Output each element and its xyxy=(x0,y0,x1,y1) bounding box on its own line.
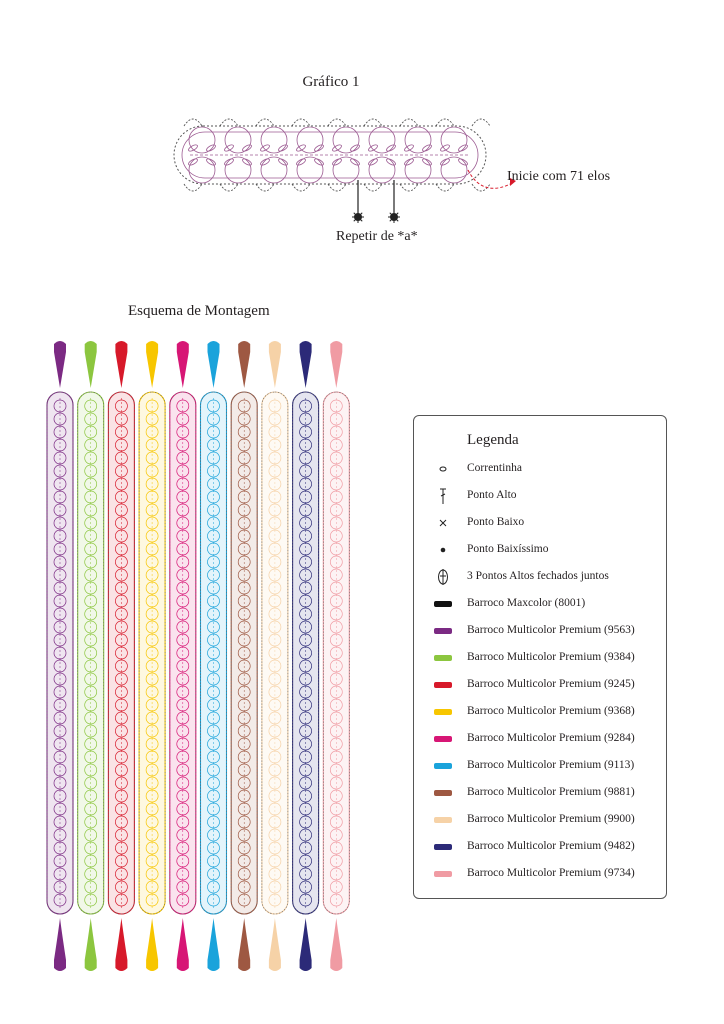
tassel-bottom xyxy=(115,918,127,971)
legend-row xyxy=(414,675,666,695)
color-swatch-icon xyxy=(434,702,452,722)
legend-row xyxy=(414,864,666,884)
slip-stitch-icon xyxy=(434,540,452,560)
legend-row xyxy=(414,567,666,587)
tassel-bottom xyxy=(269,918,281,971)
cluster-icon xyxy=(434,567,452,587)
legend-row xyxy=(414,621,666,641)
strip-9113 xyxy=(201,341,227,971)
tassel-bottom xyxy=(300,918,312,971)
assembly-title: Esquema de Montagem xyxy=(128,303,270,319)
legend-label: Ponto Baixo xyxy=(467,516,525,528)
chart1-start-label: Inicie com 71 elos xyxy=(507,169,611,184)
tassel-top xyxy=(115,341,127,388)
tassel-bottom xyxy=(146,918,158,971)
legend-row xyxy=(414,702,666,722)
legend-label: Correntinha xyxy=(467,462,522,474)
chart1-diagram xyxy=(160,108,530,226)
legend-label: Barroco Multicolor Premium (9113) xyxy=(467,759,635,771)
repeat-marker xyxy=(352,180,364,223)
legend-row xyxy=(414,648,666,668)
strip-9384 xyxy=(78,341,104,971)
double-crochet-icon xyxy=(434,486,452,506)
single-crochet-icon xyxy=(434,513,452,533)
strip-9482 xyxy=(293,341,319,971)
tassel-top xyxy=(85,341,97,388)
tassel-top xyxy=(269,341,281,388)
tassel-top xyxy=(54,341,66,388)
tassel-top xyxy=(330,341,342,388)
strip-9881 xyxy=(231,341,257,971)
legend-title: Legenda xyxy=(467,432,519,448)
legend-label: Barroco Multicolor Premium (9734) xyxy=(467,867,635,879)
strip-9900 xyxy=(262,341,288,971)
legend-row xyxy=(414,783,666,803)
chain-stitch-icon xyxy=(434,459,452,479)
legend-label: Barroco Multicolor Premium (9384) xyxy=(467,651,635,663)
legend-label: Barroco Multicolor Premium (9482) xyxy=(467,840,635,852)
legend-row xyxy=(414,756,666,776)
legend-row xyxy=(414,810,666,830)
tassel-bottom xyxy=(330,918,342,971)
tassel-top xyxy=(300,341,312,388)
tassel-bottom xyxy=(238,918,250,971)
tassel-top xyxy=(177,341,189,388)
chart1-strip xyxy=(174,119,490,191)
color-swatch-icon xyxy=(434,729,452,749)
strip-9284 xyxy=(170,341,196,971)
chart1-title: Gráfico 1 xyxy=(302,74,360,90)
legend-label: Barroco Multicolor Premium (9284) xyxy=(467,732,635,744)
legend-label: Barroco Multicolor Premium (9881) xyxy=(467,786,635,798)
strip-9563 xyxy=(47,341,73,971)
legend-row xyxy=(414,837,666,857)
legend-row xyxy=(414,459,666,479)
legend-row xyxy=(414,486,666,506)
chart1-motif xyxy=(440,127,469,183)
color-swatch-icon xyxy=(434,837,452,857)
legend-row xyxy=(414,513,666,533)
color-swatch-icon xyxy=(434,648,452,668)
legend-label: 3 Pontos Altos fechados juntos xyxy=(467,570,609,582)
chart1-repeat-label: Repetir de *a* xyxy=(336,229,418,244)
tassel-bottom xyxy=(208,918,220,971)
legend-row xyxy=(414,594,666,614)
color-swatch-icon xyxy=(434,675,452,695)
color-swatch-icon xyxy=(434,864,452,884)
tassel-bottom xyxy=(85,918,97,971)
strip-9245 xyxy=(108,341,134,971)
legend-label: Barroco Multicolor Premium (9245) xyxy=(467,678,635,690)
legend-label: Barroco Multicolor Premium (9563) xyxy=(467,624,635,636)
tassel-top xyxy=(208,341,220,388)
assembly-diagram xyxy=(40,338,370,978)
legend-label: Ponto Baixíssimo xyxy=(467,543,549,555)
legend-row xyxy=(414,729,666,749)
color-swatch-icon xyxy=(434,621,452,641)
tassel-bottom xyxy=(54,918,66,971)
legend-label: Barroco Maxcolor (8001) xyxy=(467,597,586,609)
legend-label: Barroco Multicolor Premium (9368) xyxy=(467,705,635,717)
color-swatch-icon xyxy=(434,810,452,830)
strip-9734 xyxy=(323,341,349,971)
color-swatch-icon xyxy=(434,594,452,614)
tassel-bottom xyxy=(177,918,189,971)
color-swatch-icon xyxy=(434,783,452,803)
repeat-marker xyxy=(388,180,400,223)
chart1-motif xyxy=(260,127,289,183)
legend-panel xyxy=(413,415,667,899)
legend-row xyxy=(414,540,666,560)
legend-label: Ponto Alto xyxy=(467,489,517,501)
tassel-top xyxy=(238,341,250,388)
color-swatch-icon xyxy=(434,756,452,776)
tassel-top xyxy=(146,341,158,388)
legend-label: Barroco Multicolor Premium (9900) xyxy=(467,813,635,825)
strip-9368 xyxy=(139,341,165,971)
